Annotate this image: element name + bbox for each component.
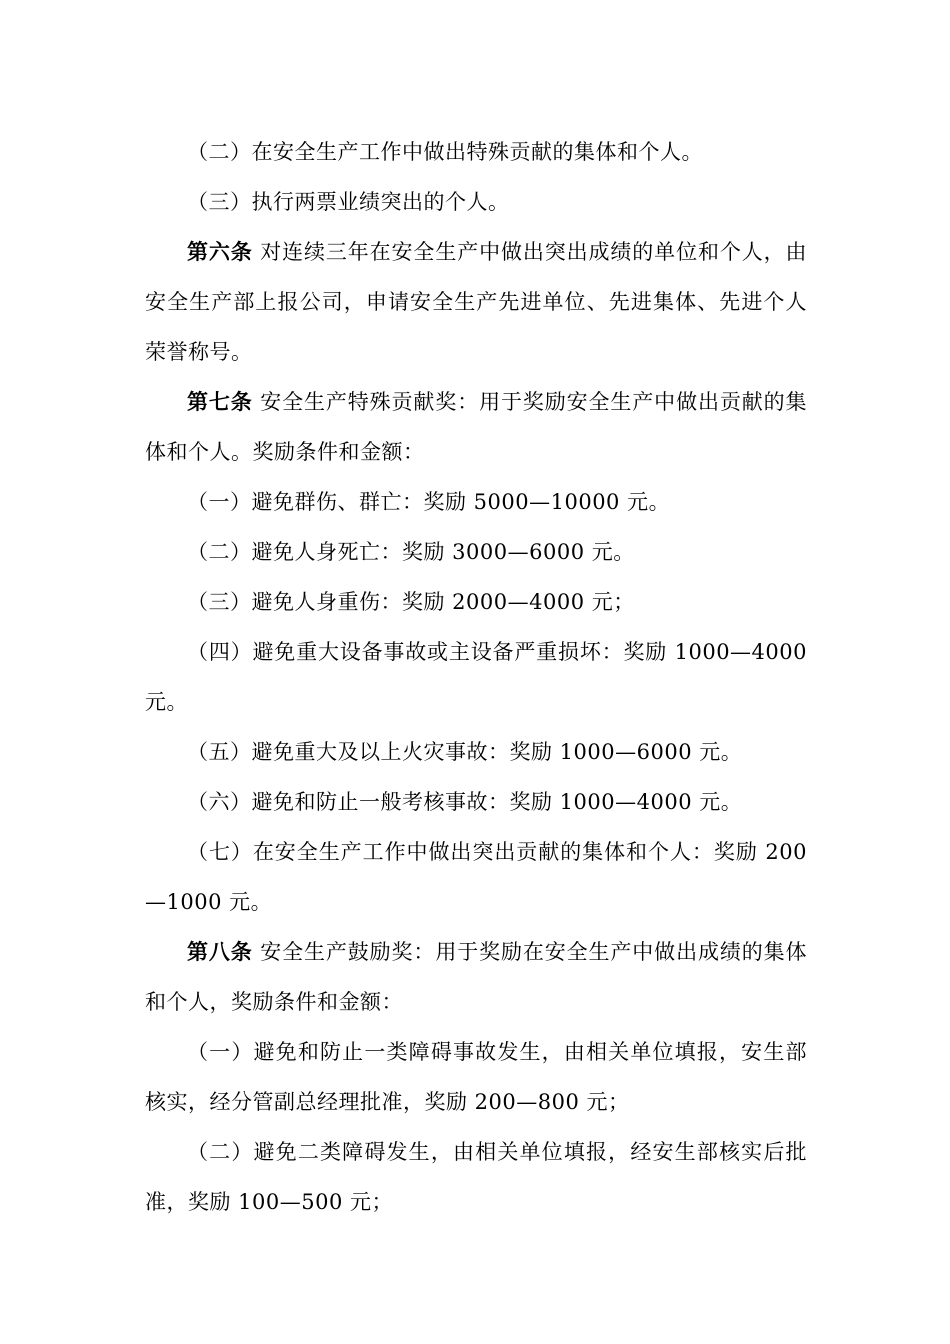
list-item: （二）避免二类障碍发生，由相关单位填报，经安生部核实后批准，奖励 100—500 元； [145, 1140, 807, 1214]
article-text: 安全生产特殊贡献奖：用于奖励安全生产中做出贡献的集体和个人。奖励条件和金额： [145, 390, 807, 464]
list-item: （一）避免和防止一类障碍事故发生，由相关单位填报，安生部核实，经分管副总经理批准，奖励 200—800 元； [145, 1040, 807, 1114]
list-item: （六）避免和防止一般考核事故：奖励 1000—4000 元。 [187, 790, 743, 814]
article-number: 第六条 [187, 239, 253, 264]
article-text: 对连续三年在安全生产中做出突出成绩的单位和个人，由安全生产部上报公司，申请安全生产先进单位、先进集体、先进个人荣誉称号。 [145, 240, 807, 364]
article-paragraph [145, 927, 807, 1027]
list-item: （二）在安全生产工作中做出特殊贡献的集体和个人。 [187, 140, 703, 164]
document-body [145, 127, 807, 1227]
list-item: （三）避免人身重伤：奖励 2000—4000 元； [187, 590, 635, 614]
list-item: （五）避免重大及以上火灾事故：奖励 1000—6000 元。 [187, 740, 743, 764]
article-number: 第八条 [187, 939, 253, 964]
article-text: 安全生产鼓励奖：用于奖励在安全生产中做出成绩的集体和个人，奖励条件和金额： [145, 940, 807, 1014]
article-paragraph [145, 227, 807, 377]
article-number: 第七条 [187, 389, 253, 414]
list-item: （一）避免群伤、群亡：奖励 5000—10000 元。 [187, 490, 671, 514]
list-item: （七）在安全生产工作中做出突出贡献的集体和个人：奖励 200—1000 元。 [145, 840, 807, 914]
list-item: （二）避免人身死亡：奖励 3000—6000 元。 [187, 540, 635, 564]
article-paragraph [145, 377, 807, 477]
list-item: （三）执行两票业绩突出的个人。 [187, 190, 510, 214]
list-item: （四）避免重大设备事故或主设备严重损坏：奖励 1000—4000 元。 [145, 640, 807, 714]
